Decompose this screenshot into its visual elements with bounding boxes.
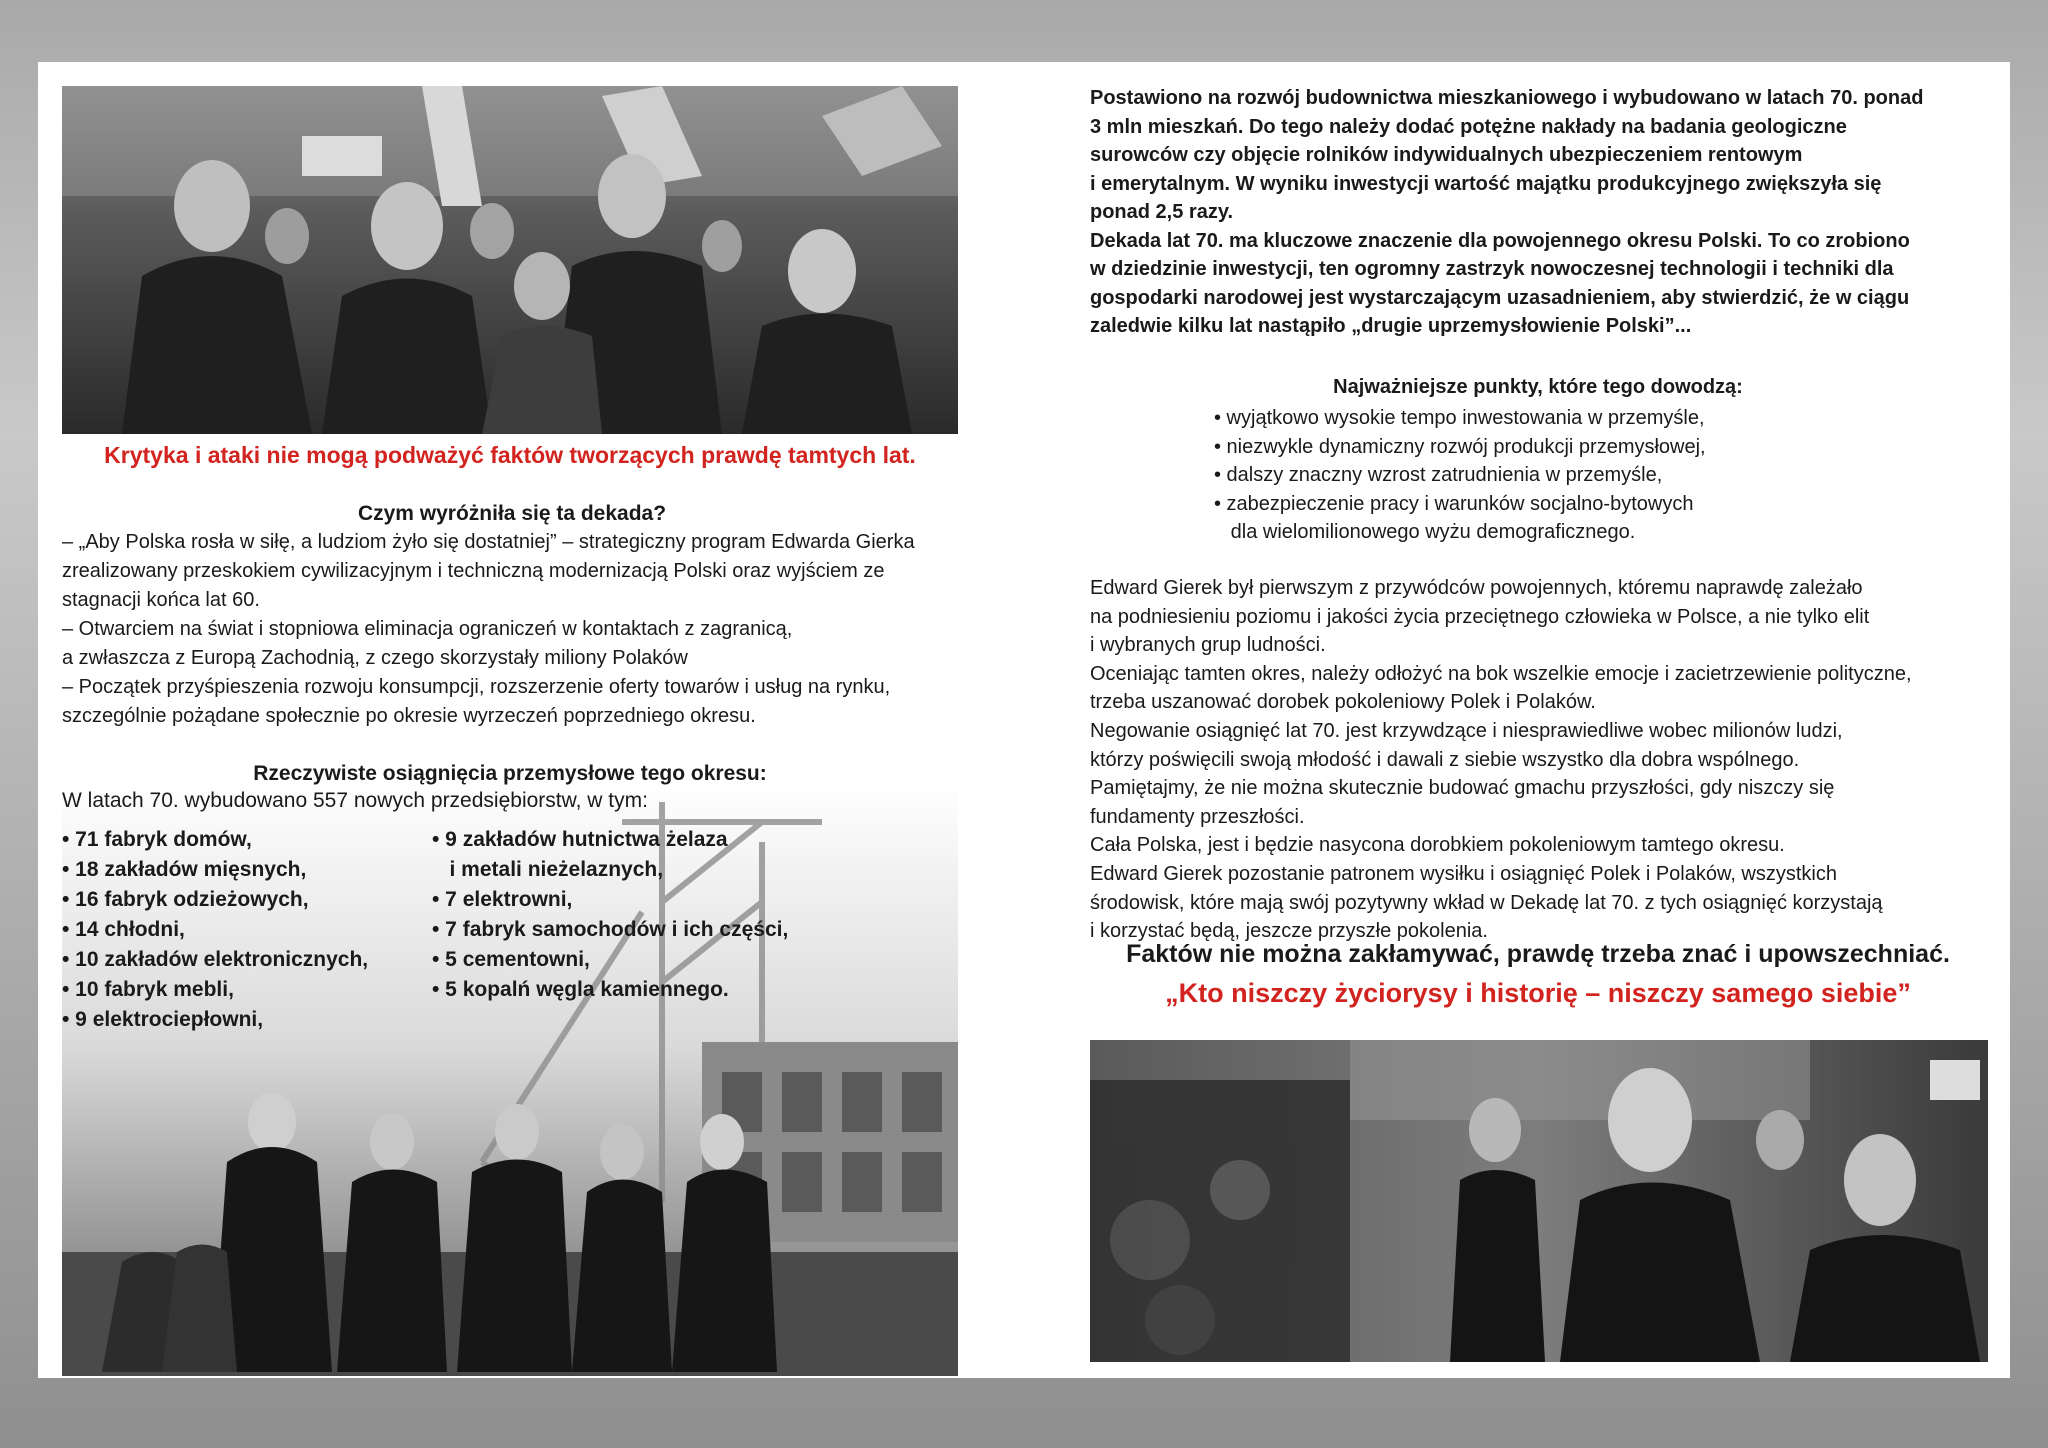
achievements-list-2 bbox=[432, 825, 852, 1005]
main-line: trzeba uszanować dorobek pokoleniowy Polek i Polaków. bbox=[1090, 691, 1596, 714]
section-heading-achievements: Rzeczywiste osiągnięcia przemysłowe tego okresu: bbox=[253, 762, 767, 785]
left-section-achievements bbox=[62, 762, 958, 815]
point-item: • zabezpieczenie pracy i warunków socjalno-bytowych bbox=[1214, 492, 1694, 515]
achievement-item: • 71 fabryk domów, bbox=[62, 828, 252, 851]
main-line: którzy poświęcili swoją młodość i dawali z siebie wszystko dla dobra wspólnego. bbox=[1090, 748, 1800, 771]
achievement-item: • 18 zakładów mięsnych, bbox=[62, 858, 307, 881]
main-line: Negowanie osiągnięć lat 70. jest krzywdzące i niesprawiedliwe wobec milionów ludzi, bbox=[1090, 719, 1843, 742]
points-list bbox=[1214, 404, 1914, 547]
point-item: dla wielomilionowego wyżu demograficznego. bbox=[1214, 521, 1636, 543]
right-intro-text bbox=[1090, 84, 1986, 341]
achievement-item: • 14 chłodni, bbox=[62, 918, 185, 941]
main-line: fundamenty przeszłości. bbox=[1090, 805, 1305, 828]
intro-line: ponad 2,5 razy. bbox=[1090, 201, 1234, 223]
decade-line: a zwłaszcza z Europą Zachodnią, z czego skorzystały miliony Polaków bbox=[62, 647, 688, 669]
achievement-item: • 9 zakładów hutnictwa żelaza bbox=[432, 828, 728, 851]
achievement-item: • 10 zakładów elektronicznych, bbox=[62, 948, 369, 971]
intro-line: Dekada lat 70. ma kluczowe znaczenie dla powojennego okresu Polski. To co zrobiono bbox=[1090, 229, 1910, 252]
achievements-list-1 bbox=[62, 825, 432, 1035]
main-line: Pamiętajmy, że nie można skutecznie budować gmachu przyszłości, gdy niszczy się bbox=[1090, 777, 1835, 800]
main-line: na podniesieniu poziomu i jakości życia przeciętnego człowieka w Polsce, a nie tylko elit bbox=[1090, 605, 1870, 628]
main-line: Oceniając tamten okres, należy odłożyć na bok wszelkie emocje i zacietrzewienie polityczne, bbox=[1090, 662, 1912, 685]
achievement-item: • 10 fabryk mebli, bbox=[62, 978, 234, 1001]
achievement-item: • 5 cementowni, bbox=[432, 948, 590, 971]
intro-line: w dziedzinie inwestycji, ten ogromny zastrzyk nowoczesnej technologii i techniki dla bbox=[1090, 258, 1894, 280]
decade-line: zrealizowany przeskokiem cywilizacyjnym i techniczną modernizacją Polski oraz wyjściem ze bbox=[62, 560, 885, 582]
point-item: • wyjątkowo wysokie tempo inwestowania w przemyśle, bbox=[1214, 407, 1705, 429]
main-line: i wybranych grup ludności. bbox=[1090, 634, 1326, 657]
intro-line: surowców czy objęcie rolników indywidualnych ubezpieczeniem rentowym bbox=[1090, 144, 1803, 166]
intro-line: zaledwie kilku lat nastąpiło „drugie uprzemysłowienie Polski”... bbox=[1090, 315, 1692, 337]
main-line: Edward Gierek był pierwszym z przywódców powojennych, któremu naprawdę zależało bbox=[1090, 577, 1863, 599]
intro-line: gospodarki narodowej jest wystarczającym uzasadnieniem, aby stwierdzić, że w ciągu bbox=[1090, 286, 1910, 309]
intro-line: Postawiono na rozwój budownictwa mieszkaniowego i wybudowano w latach 70. ponad bbox=[1090, 87, 1924, 109]
section-heading-decade: Czym wyróżniła się ta dekada? bbox=[357, 502, 667, 525]
intro-line: i emerytalnym. W wyniku inwestycji wartość majątku produkcyjnego zwiększyła się bbox=[1090, 172, 1882, 195]
decade-line: – Otwarciem na świat i stopniowa eliminacja ograniczeń w kontaktach z zagranicą, bbox=[62, 618, 793, 640]
right-main-text bbox=[1090, 574, 1990, 946]
decade-line: stagnacji końca lat 60. bbox=[62, 589, 260, 611]
decade-line: szczególnie pożądane społecznie po okresie wyrzeczeń poprzedniego okresu. bbox=[62, 705, 756, 727]
photo-officials-at-exhibition bbox=[62, 86, 958, 434]
achievement-item: • 7 elektrowni, bbox=[432, 888, 573, 911]
leaflet-sheet bbox=[38, 62, 2010, 1378]
left-section-decade bbox=[62, 502, 962, 731]
achievement-item: • 5 kopalń węgla kamiennego. bbox=[432, 978, 729, 1001]
photo-factory-visit bbox=[1090, 1040, 1988, 1362]
main-line: Cała Polska, jest i będzie nasycona dorobkiem pokoleniowym tamtego okresu. bbox=[1090, 834, 1785, 857]
quote-text: „Kto niszczy życiorysy i historię – niszczy samego siebie” bbox=[1165, 978, 1911, 1008]
left-caption: Krytyka i ataki nie mogą podważyć faktów tworzących prawdę tamtych lat. bbox=[104, 442, 916, 468]
main-line: Edward Gierek pozostanie patronem wysiłku i osiągnięć Polek i Polaków, wszystkich bbox=[1090, 862, 1838, 885]
slogan-text: Faktów nie można zakłamywać, prawdę trzeba znać i upowszechniać. bbox=[1126, 940, 1950, 968]
main-line: środowisk, które mają swój pozytywny wkład w Dekadę lat 70. z tych osiągnięć korzystają bbox=[1090, 891, 1883, 914]
achievement-item: • 7 fabryk samochodów i ich części, bbox=[432, 918, 789, 941]
point-item: • dalszy znaczny wzrost zatrudnienia w przemyśle, bbox=[1214, 464, 1663, 486]
point-item: • niezwykle dynamiczny rozwój produkcji przemysłowej, bbox=[1214, 435, 1706, 458]
achievement-item: i metali nieżelaznych, bbox=[432, 858, 664, 881]
achievement-item: • 16 fabryk odzieżowych, bbox=[62, 888, 309, 911]
decade-text bbox=[62, 528, 962, 731]
main-line: i korzystać będą, jeszcze przyszłe pokolenia. bbox=[1090, 920, 1488, 943]
points-heading: Najważniejsze punkty, które tego dowodzą: bbox=[1333, 376, 1743, 398]
achievement-item: • 9 elektrociepłowni, bbox=[62, 1008, 264, 1031]
achievements-intro: W latach 70. wybudowano 557 nowych przedsiębiorstw, w tym: bbox=[62, 789, 648, 812]
intro-line: 3 mln mieszkań. Do tego należy dodać potężne nakłady na badania geologiczne bbox=[1090, 115, 1847, 138]
decade-line: – Początek przyśpieszenia rozwoju konsumpcji, rozszerzenie oferty towarów i usług na rynku, bbox=[62, 676, 891, 698]
decade-line: – „Aby Polska rosła w siłę, a ludziom żyło się dostatniej” – strategiczny program Edwarda Gierka bbox=[62, 531, 915, 553]
